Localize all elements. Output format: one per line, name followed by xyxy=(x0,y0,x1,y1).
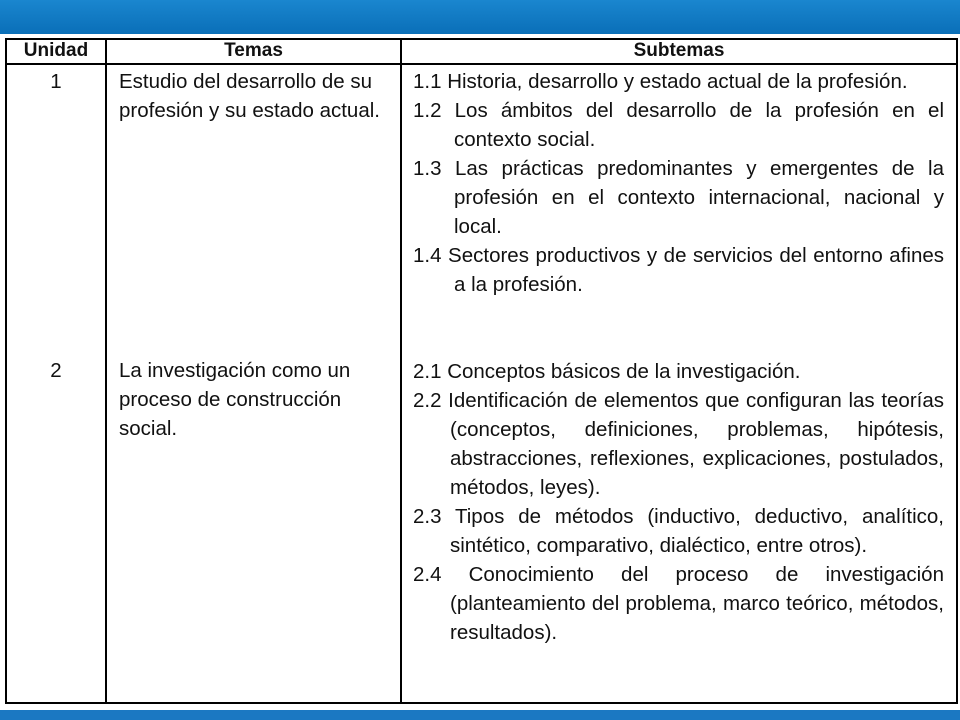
subtopic-item: 2.4 Conocimiento del proceso de investigación (planteamiento del problema, marco teórico, métodos, resultados). xyxy=(413,563,944,644)
header-temas: Temas xyxy=(106,39,401,64)
header-unidad: Unidad xyxy=(6,39,106,64)
bottom-band xyxy=(0,710,960,720)
unit-topic: Estudio del desarrollo de su profesión y su estado actual. xyxy=(106,64,401,351)
subtopic-item: 1.3 Las prácticas predominantes y emergentes de la profesión en el contexto internacional, nacional y local. xyxy=(413,157,944,238)
subtopic-item: 1.1 Historia, desarrollo y estado actual de la profesión. xyxy=(413,70,908,93)
table-row xyxy=(6,351,957,703)
table-row xyxy=(6,64,957,351)
unit-subtopics xyxy=(401,351,957,703)
top-title-band xyxy=(0,0,960,34)
subtopic-item: 2.2 Identificación de elementos que configuran las teorías (conceptos, definiciones, problemas, hipótesis, abstracciones, reflexiones, explicaciones, postulados, métodos, leyes). xyxy=(413,389,944,499)
subtopic-item: 2.3 Tipos de métodos (inductivo, deductivo, analítico, sintético, comparativo, dialéctico, entre otros). xyxy=(413,505,944,557)
unit-topic: La investigación como un proceso de construcción social. xyxy=(106,351,401,703)
unit-number: 2 xyxy=(6,351,106,703)
unit-subtopics xyxy=(401,64,957,351)
header-subtemas: Subtemas xyxy=(401,39,957,64)
subtopic-item: 1.4 Sectores productivos y de servicios del entorno afines a la profesión. xyxy=(413,244,944,296)
syllabus-table xyxy=(5,38,958,704)
table-header-row xyxy=(6,39,957,64)
syllabus-table-container xyxy=(5,38,956,704)
unit-number: 1 xyxy=(6,64,106,351)
subtopic-item: 1.2 Los ámbitos del desarrollo de la profesión en el contexto social. xyxy=(413,99,944,151)
subtopic-item: 2.1 Conceptos básicos de la investigación. xyxy=(413,360,801,383)
